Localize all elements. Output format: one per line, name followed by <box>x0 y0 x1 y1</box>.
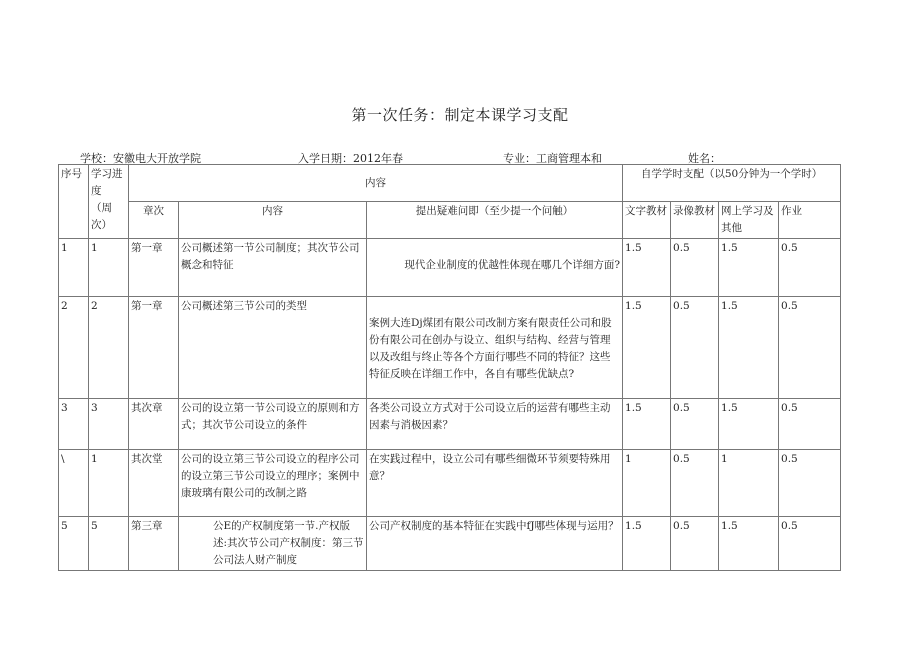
row-homework-hours: 0.5 <box>779 297 841 399</box>
enroll-date-label: 入学日期：2012年春 <box>298 152 403 165</box>
row-online-hours: 1 <box>719 450 779 517</box>
page-title: 第一次任务：制定本课学习支配 <box>351 106 569 124</box>
row-online-hours: 1.5 <box>719 239 779 297</box>
row-seq: 2 <box>59 297 89 399</box>
row-content: 公司的设立第三节公司设立的程序公司的设立第三节公司设立的理序；案例中康玻璃有限公司的改制之路 <box>179 450 367 517</box>
row-content: 公司的设立第一节公司设立的原则和方式；其次节公司设立的条件 <box>179 399 367 450</box>
header-progress-line2: 度 （周 <box>91 185 112 214</box>
table-row <box>59 450 841 517</box>
header-progress-line3: 次） <box>91 219 112 231</box>
row-question: 现代企业制度的优越性体现在哪几个详细方面? <box>367 239 623 297</box>
row-chapter: 其次堂 <box>129 450 179 517</box>
row-seq: 3 <box>59 399 89 450</box>
row-video-hours: 0.5 <box>671 517 719 571</box>
row-online-hours: 1.5 <box>719 517 779 571</box>
study-plan-table <box>58 164 841 571</box>
student-name-label: 姓名： <box>688 152 721 165</box>
row-chapter: 第一章 <box>129 297 179 399</box>
row-content: 公司概述第一节公司制度；其次节公司概念和特征 <box>179 239 367 297</box>
row-homework-hours: 0.5 <box>779 399 841 450</box>
row-week: 3 <box>89 399 129 450</box>
row-week: 1 <box>89 239 129 297</box>
table-row <box>59 517 841 571</box>
row-question: 各类公司设立方式对于公司设立后的运营有哪些主动因素与消极因素？ <box>367 399 623 450</box>
row-text-hours: 1 <box>623 450 671 517</box>
table-row <box>59 399 841 450</box>
header-text-material: 文字教材 <box>623 202 671 239</box>
header-content: 内容 <box>129 165 623 202</box>
row-week: 5 <box>89 517 129 571</box>
header-question: 提出疑难问即（至少提一个问触） <box>367 202 623 239</box>
row-text-hours: 1.5 <box>623 239 671 297</box>
header-chapter: 章次 <box>129 202 179 239</box>
row-video-hours: 0.5 <box>671 297 719 399</box>
row-text-hours: 1.5 <box>623 517 671 571</box>
row-homework-hours: 0.5 <box>779 450 841 517</box>
header-video-material: 录像教材 <box>671 202 719 239</box>
row-video-hours: 0.5 <box>671 399 719 450</box>
header-online: 网上学习及其他 <box>719 202 779 239</box>
row-week: 2 <box>89 297 129 399</box>
table-row <box>59 297 841 399</box>
row-text-hours: 1.5 <box>623 399 671 450</box>
row-content: 公司概述第三节公司的类型 <box>179 297 367 399</box>
row-chapter: 其次章 <box>129 399 179 450</box>
row-question: 案例大连Dj煤团有限公司改制方案有限责任公司和股份有限公司在创办与设立、组织与结构、经营与管理以及改组与终止等各个方面行哪些不同的特征？这些特征反映在详细工作中，各自有哪些优缺点? <box>367 297 623 399</box>
row-chapter: 第一章 <box>129 239 179 297</box>
header-self-study: 自学学时支配（以50分钟为一个学时） <box>623 165 841 202</box>
row-text-hours: 1.5 <box>623 297 671 399</box>
major-label: 专业：工商管理本和 <box>503 152 602 165</box>
header-progress <box>89 165 129 239</box>
row-homework-hours: 0.5 <box>779 239 841 297</box>
row-question: 公司产权制度的基本特征在实践中fJ哪些体现与运用？ <box>367 517 623 571</box>
header-seq: 序号 <box>59 165 89 239</box>
header-content-sub: 内容 <box>179 202 367 239</box>
row-question: 在实践过程中，设立公司有哪些细微环节须要特殊用意？ <box>367 450 623 517</box>
row-video-hours: 0.5 <box>671 450 719 517</box>
row-video-hours: 0.5 <box>671 239 719 297</box>
row-homework-hours: 0.5 <box>779 517 841 571</box>
row-seq: 5 <box>59 517 89 571</box>
row-chapter: 第三章 <box>129 517 179 571</box>
header-progress-line1: 学习进 <box>91 168 123 180</box>
row-seq: \ <box>59 450 89 517</box>
row-content: 公E的产权制度第一节.产权版述:其次节公司产权制度：第三节公司法人财产制度 <box>179 517 367 571</box>
row-online-hours: 1.5 <box>719 399 779 450</box>
row-online-hours: 1.5 <box>719 297 779 399</box>
table-row <box>59 239 841 297</box>
school-label: 学校：安徽电大开放学院 <box>80 152 201 165</box>
header-homework: 作业 <box>779 202 841 239</box>
row-week: 1 <box>89 450 129 517</box>
row-seq: 1 <box>59 239 89 297</box>
